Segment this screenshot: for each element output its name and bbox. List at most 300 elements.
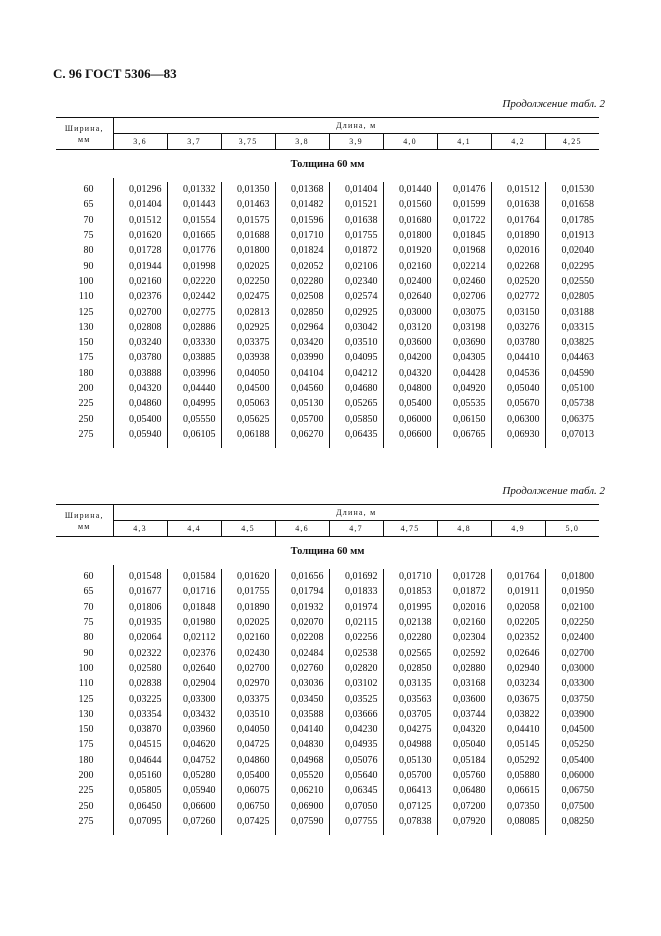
volume-cell: 0,01911 (491, 584, 545, 599)
volume-cell: 0,02925 (329, 304, 383, 319)
volume-cell: 0,06375 (545, 411, 599, 426)
volume-cell: 0,01764 (491, 213, 545, 228)
volume-cell: 0,03276 (491, 320, 545, 335)
volume-cell: 0,02538 (329, 645, 383, 660)
volume-cell: 0,02214 (437, 258, 491, 273)
volume-table-2 (56, 504, 599, 835)
row-width: 70 (83, 601, 94, 613)
volume-cell: 0,03675 (491, 691, 545, 706)
volume-cell: 0,01680 (383, 213, 437, 228)
volume-cell: 0,01853 (383, 584, 437, 599)
volume-cell: 0,04752 (167, 753, 221, 768)
volume-cell: 0,01824 (275, 243, 329, 258)
volume-cell: 0,04410 (491, 350, 545, 365)
page-header: С. 96 ГОСТ 5306—83 (53, 66, 177, 81)
row-width: 200 (78, 770, 94, 781)
volume-cell: 0,04590 (545, 366, 599, 381)
volume-cell: 0,03690 (437, 335, 491, 350)
row-width: 65 (83, 586, 94, 598)
length-column-header: 4,25 (545, 134, 599, 150)
volume-cell: 0,03996 (167, 366, 221, 381)
volume-cell: 0,03600 (383, 335, 437, 350)
volume-cell: 0,01656 (275, 569, 329, 584)
length-header: Длина, м (113, 118, 599, 134)
volume-cell: 0,05670 (491, 396, 545, 411)
length-column-header: 4,3 (113, 521, 167, 537)
row-width: 65 (83, 199, 94, 211)
volume-cell: 0,01806 (113, 600, 167, 615)
volume-cell: 0,02808 (113, 320, 167, 335)
volume-cell: 0,01728 (113, 243, 167, 258)
volume-cell: 0,04536 (491, 366, 545, 381)
volume-cell: 0,03666 (329, 707, 383, 722)
volume-cell: 0,03375 (221, 335, 275, 350)
volume-cell: 0,02115 (329, 615, 383, 630)
volume-cell: 0,06930 (491, 427, 545, 442)
volume-cell: 0,01728 (437, 569, 491, 584)
row-width: 110 (78, 291, 94, 303)
row-width: 60 (83, 571, 94, 583)
row-width: 110 (78, 678, 94, 690)
volume-cell: 0,01560 (383, 197, 437, 212)
row-width: 60 (83, 184, 94, 196)
table-row (56, 320, 599, 335)
volume-cell: 0,01968 (437, 243, 491, 258)
volume-cell: 0,01716 (167, 584, 221, 599)
volume-cell: 0,04095 (329, 350, 383, 365)
volume-cell: 0,05738 (545, 396, 599, 411)
volume-cell: 0,04050 (221, 722, 275, 737)
row-width: 175 (78, 739, 94, 751)
volume-cell: 0,02850 (275, 304, 329, 319)
volume-cell: 0,01710 (275, 228, 329, 243)
volume-cell: 0,06000 (383, 411, 437, 426)
length-column-header: 4,75 (383, 521, 437, 537)
volume-cell: 0,03825 (545, 335, 599, 350)
length-column-header: 4,2 (491, 134, 545, 150)
volume-cell: 0,03168 (437, 676, 491, 691)
volume-cell: 0,02160 (383, 258, 437, 273)
volume-cell: 0,05805 (113, 783, 167, 798)
volume-cell: 0,02904 (167, 676, 221, 691)
volume-cell: 0,01845 (437, 228, 491, 243)
table-row (56, 584, 599, 599)
volume-cell: 0,04988 (383, 737, 437, 752)
volume-cell: 0,01404 (113, 197, 167, 212)
volume-cell: 0,02400 (545, 630, 599, 645)
table-row (56, 197, 599, 212)
volume-cell: 0,03600 (437, 691, 491, 706)
volume-cell: 0,03588 (275, 707, 329, 722)
volume-cell: 0,06750 (221, 798, 275, 813)
volume-cell: 0,01755 (221, 584, 275, 599)
table-row (56, 396, 599, 411)
volume-cell: 0,02775 (167, 304, 221, 319)
volume-cell: 0,02220 (167, 274, 221, 289)
volume-cell: 0,01512 (113, 213, 167, 228)
volume-cell: 0,02820 (329, 661, 383, 676)
volume-cell: 0,02250 (221, 274, 275, 289)
table-row (56, 691, 599, 706)
length-column-header: 4,5 (221, 521, 275, 537)
volume-cell: 0,05040 (491, 381, 545, 396)
length-column-header: 3,9 (329, 134, 383, 150)
volume-cell: 0,02925 (221, 320, 275, 335)
row-width: 130 (78, 321, 94, 333)
table-row (56, 814, 599, 829)
volume-cell: 0,01950 (545, 584, 599, 599)
table-row (56, 600, 599, 615)
volume-cell: 0,06150 (437, 411, 491, 426)
width-header-label: Ширина, (64, 123, 104, 133)
continuation-label-1: Продолжение табл. 2 (502, 98, 605, 110)
volume-cell: 0,02112 (167, 630, 221, 645)
table-row (56, 768, 599, 783)
length-column-header: 3,6 (113, 134, 167, 150)
volume-cell: 0,04212 (329, 366, 383, 381)
volume-cell: 0,04725 (221, 737, 275, 752)
volume-cell: 0,03780 (113, 350, 167, 365)
volume-cell: 0,05184 (437, 753, 491, 768)
volume-cell: 0,03705 (383, 707, 437, 722)
volume-cell: 0,05700 (275, 411, 329, 426)
volume-cell: 0,03450 (275, 691, 329, 706)
volume-cell: 0,02838 (113, 676, 167, 691)
volume-cell: 0,01710 (383, 569, 437, 584)
table-row (56, 630, 599, 645)
volume-cell: 0,04800 (383, 381, 437, 396)
volume-cell: 0,05280 (167, 768, 221, 783)
volume-cell: 0,04500 (221, 381, 275, 396)
volume-cell: 0,01692 (329, 569, 383, 584)
volume-cell: 0,04500 (545, 722, 599, 737)
volume-cell: 0,01833 (329, 584, 383, 599)
volume-cell: 0,06765 (437, 427, 491, 442)
volume-cell: 0,02430 (221, 645, 275, 660)
volume-cell: 0,04140 (275, 722, 329, 737)
volume-cell: 0,07013 (545, 427, 599, 442)
volume-cell: 0,05880 (491, 768, 545, 783)
volume-cell: 0,02508 (275, 289, 329, 304)
volume-cell: 0,03938 (221, 350, 275, 365)
volume-cell: 0,01463 (221, 197, 275, 212)
volume-cell: 0,03744 (437, 707, 491, 722)
volume-cell: 0,01935 (113, 615, 167, 630)
volume-cell: 0,03102 (329, 676, 383, 691)
volume-cell: 0,04428 (437, 366, 491, 381)
volume-cell: 0,02352 (491, 630, 545, 645)
volume-table-1 (56, 117, 599, 448)
volume-cell: 0,02025 (221, 615, 275, 630)
volume-cell: 0,03750 (545, 691, 599, 706)
volume-cell: 0,01599 (437, 197, 491, 212)
row-width: 100 (78, 275, 94, 287)
volume-cell: 0,08085 (491, 814, 545, 829)
row-width: 175 (78, 352, 94, 364)
table-row (56, 381, 599, 396)
volume-cell: 0,05625 (221, 411, 275, 426)
volume-cell: 0,04440 (167, 381, 221, 396)
volume-cell: 0,01368 (275, 182, 329, 197)
length-column-header: 5,0 (545, 521, 599, 537)
volume-cell: 0,01932 (275, 600, 329, 615)
volume-cell: 0,05250 (545, 737, 599, 752)
volume-cell: 0,02442 (167, 289, 221, 304)
row-width: 150 (78, 337, 94, 349)
volume-cell: 0,07838 (383, 814, 437, 829)
width-header-unit: мм (77, 521, 91, 531)
volume-cell: 0,03225 (113, 691, 167, 706)
table-row (56, 707, 599, 722)
length-column-header: 3,8 (275, 134, 329, 150)
volume-cell: 0,03075 (437, 304, 491, 319)
volume-cell: 0,01620 (113, 228, 167, 243)
volume-cell: 0,06615 (491, 783, 545, 798)
volume-cell: 0,02760 (275, 661, 329, 676)
volume-cell: 0,05100 (545, 381, 599, 396)
volume-cell: 0,07095 (113, 814, 167, 829)
volume-cell: 0,02064 (113, 630, 167, 645)
volume-cell: 0,02016 (437, 600, 491, 615)
volume-cell: 0,01443 (167, 197, 221, 212)
volume-cell: 0,02484 (275, 645, 329, 660)
table-row (56, 182, 599, 197)
table-row (56, 645, 599, 660)
volume-cell: 0,04560 (275, 381, 329, 396)
volume-cell: 0,02805 (545, 289, 599, 304)
table-row (56, 366, 599, 381)
row-width: 225 (78, 398, 94, 410)
volume-cell: 0,06000 (545, 768, 599, 783)
row-width: 70 (83, 214, 94, 226)
length-column-header: 4,7 (329, 521, 383, 537)
volume-cell: 0,04830 (275, 737, 329, 752)
volume-cell: 0,06600 (167, 798, 221, 813)
volume-cell: 0,04050 (221, 366, 275, 381)
volume-cell: 0,01776 (167, 243, 221, 258)
volume-cell: 0,02970 (221, 676, 275, 691)
volume-cell: 0,02772 (491, 289, 545, 304)
thickness-label: Толщина 60 мм (290, 158, 365, 170)
volume-cell: 0,05400 (221, 768, 275, 783)
row-width: 125 (78, 306, 94, 318)
volume-cell: 0,02565 (383, 645, 437, 660)
volume-cell: 0,02460 (437, 274, 491, 289)
volume-cell: 0,03234 (491, 676, 545, 691)
volume-cell: 0,01998 (167, 258, 221, 273)
table-row (56, 258, 599, 273)
volume-cell: 0,07590 (275, 814, 329, 829)
volume-cell: 0,02700 (545, 645, 599, 660)
row-width: 250 (78, 413, 94, 425)
width-header (56, 118, 113, 150)
row-width: 225 (78, 785, 94, 797)
volume-cell: 0,01658 (545, 197, 599, 212)
volume-cell: 0,03563 (383, 691, 437, 706)
volume-cell: 0,01638 (491, 197, 545, 212)
volume-cell: 0,01350 (221, 182, 275, 197)
row-width: 275 (78, 428, 94, 440)
volume-cell: 0,01620 (221, 569, 275, 584)
table-row (56, 783, 599, 798)
volume-cell: 0,05063 (221, 396, 275, 411)
volume-cell: 0,02640 (167, 661, 221, 676)
volume-cell: 0,01584 (167, 569, 221, 584)
volume-cell: 0,02592 (437, 645, 491, 660)
volume-cell: 0,01554 (167, 213, 221, 228)
volume-cell: 0,02304 (437, 630, 491, 645)
volume-cell: 0,06188 (221, 427, 275, 442)
volume-cell: 0,02400 (383, 274, 437, 289)
volume-cell: 0,03300 (167, 691, 221, 706)
volume-cell: 0,01575 (221, 213, 275, 228)
volume-cell: 0,01794 (275, 584, 329, 599)
volume-cell: 0,03188 (545, 304, 599, 319)
length-column-header: 4,6 (275, 521, 329, 537)
width-header (56, 505, 113, 537)
volume-cell: 0,03150 (491, 304, 545, 319)
volume-cell: 0,01995 (383, 600, 437, 615)
volume-cell: 0,02964 (275, 320, 329, 335)
row-width: 275 (78, 815, 94, 827)
volume-cell: 0,03990 (275, 350, 329, 365)
volume-cell: 0,02138 (383, 615, 437, 630)
volume-cell: 0,07350 (491, 798, 545, 813)
row-width: 200 (78, 383, 94, 394)
volume-cell: 0,02475 (221, 289, 275, 304)
continuation-label-2: Продолжение табл. 2 (502, 485, 605, 497)
volume-cell: 0,06105 (167, 427, 221, 442)
volume-cell: 0,03000 (545, 661, 599, 676)
volume-cell: 0,04968 (275, 753, 329, 768)
volume-cell: 0,03198 (437, 320, 491, 335)
volume-cell: 0,02550 (545, 274, 599, 289)
volume-cell: 0,04320 (437, 722, 491, 737)
volume-cell: 0,04515 (113, 737, 167, 752)
row-width: 100 (78, 662, 94, 674)
volume-cell: 0,03510 (329, 335, 383, 350)
volume-cell: 0,02295 (545, 258, 599, 273)
volume-cell: 0,01665 (167, 228, 221, 243)
volume-cell: 0,05145 (491, 737, 545, 752)
volume-cell: 0,01482 (275, 197, 329, 212)
volume-cell: 0,05265 (329, 396, 383, 411)
volume-cell: 0,03315 (545, 320, 599, 335)
volume-cell: 0,04935 (329, 737, 383, 752)
volume-cell: 0,01785 (545, 213, 599, 228)
volume-cell: 0,02280 (275, 274, 329, 289)
length-column-header: 4,8 (437, 521, 491, 537)
volume-cell: 0,04920 (437, 381, 491, 396)
volume-cell: 0,06300 (491, 411, 545, 426)
row-width: 130 (78, 708, 94, 720)
volume-cell: 0,02025 (221, 258, 275, 273)
volume-cell: 0,02813 (221, 304, 275, 319)
table-row (56, 243, 599, 258)
volume-cell: 0,03888 (113, 366, 167, 381)
volume-cell: 0,01890 (491, 228, 545, 243)
table-row (56, 427, 599, 442)
volume-cell: 0,03420 (275, 335, 329, 350)
volume-cell: 0,04620 (167, 737, 221, 752)
volume-cell: 0,05130 (383, 753, 437, 768)
volume-cell: 0,06345 (329, 783, 383, 798)
volume-cell: 0,06900 (275, 798, 329, 813)
volume-cell: 0,02706 (437, 289, 491, 304)
table-row (56, 753, 599, 768)
table-row (56, 615, 599, 630)
volume-cell: 0,04644 (113, 753, 167, 768)
volume-cell: 0,05400 (113, 411, 167, 426)
volume-cell: 0,02250 (545, 615, 599, 630)
volume-cell: 0,01944 (113, 258, 167, 273)
table-row (56, 228, 599, 243)
volume-cell: 0,02256 (329, 630, 383, 645)
volume-cell: 0,02886 (167, 320, 221, 335)
table-row (56, 798, 599, 813)
volume-cell: 0,01548 (113, 569, 167, 584)
width-header-label: Ширина, (64, 510, 104, 520)
volume-cell: 0,06480 (437, 783, 491, 798)
volume-cell: 0,01440 (383, 182, 437, 197)
volume-cell: 0,06600 (383, 427, 437, 442)
row-width: 150 (78, 724, 94, 736)
row-width: 75 (83, 617, 94, 629)
volume-cell: 0,05130 (275, 396, 329, 411)
volume-cell: 0,02646 (491, 645, 545, 660)
volume-cell: 0,05550 (167, 411, 221, 426)
volume-cell: 0,03375 (221, 691, 275, 706)
volume-cell: 0,05040 (437, 737, 491, 752)
volume-cell: 0,03240 (113, 335, 167, 350)
volume-cell: 0,06270 (275, 427, 329, 442)
volume-cell: 0,05700 (383, 768, 437, 783)
volume-cell: 0,07260 (167, 814, 221, 829)
volume-cell: 0,03822 (491, 707, 545, 722)
volume-cell: 0,06075 (221, 783, 275, 798)
row-width: 90 (83, 647, 94, 659)
volume-cell: 0,04463 (545, 350, 599, 365)
volume-cell: 0,02340 (329, 274, 383, 289)
volume-cell: 0,01476 (437, 182, 491, 197)
table-row (56, 289, 599, 304)
volume-cell: 0,01890 (221, 600, 275, 615)
volume-cell: 0,03525 (329, 691, 383, 706)
volume-cell: 0,02322 (113, 645, 167, 660)
row-width: 125 (78, 693, 94, 705)
volume-cell: 0,01688 (221, 228, 275, 243)
table-row (56, 350, 599, 365)
table-row (56, 661, 599, 676)
row-width: 75 (83, 230, 94, 242)
volume-cell: 0,02700 (221, 661, 275, 676)
volume-cell: 0,06450 (113, 798, 167, 813)
volume-cell: 0,05400 (383, 396, 437, 411)
volume-cell: 0,02376 (113, 289, 167, 304)
volume-cell: 0,03885 (167, 350, 221, 365)
volume-cell: 0,03330 (167, 335, 221, 350)
volume-cell: 0,03036 (275, 676, 329, 691)
volume-cell: 0,02850 (383, 661, 437, 676)
length-column-header: 4,0 (383, 134, 437, 150)
volume-cell: 0,04230 (329, 722, 383, 737)
volume-cell: 0,02106 (329, 258, 383, 273)
table-row (56, 335, 599, 350)
volume-cell: 0,03120 (383, 320, 437, 335)
volume-cell: 0,05760 (437, 768, 491, 783)
volume-cell: 0,03042 (329, 320, 383, 335)
volume-cell: 0,02205 (491, 615, 545, 630)
